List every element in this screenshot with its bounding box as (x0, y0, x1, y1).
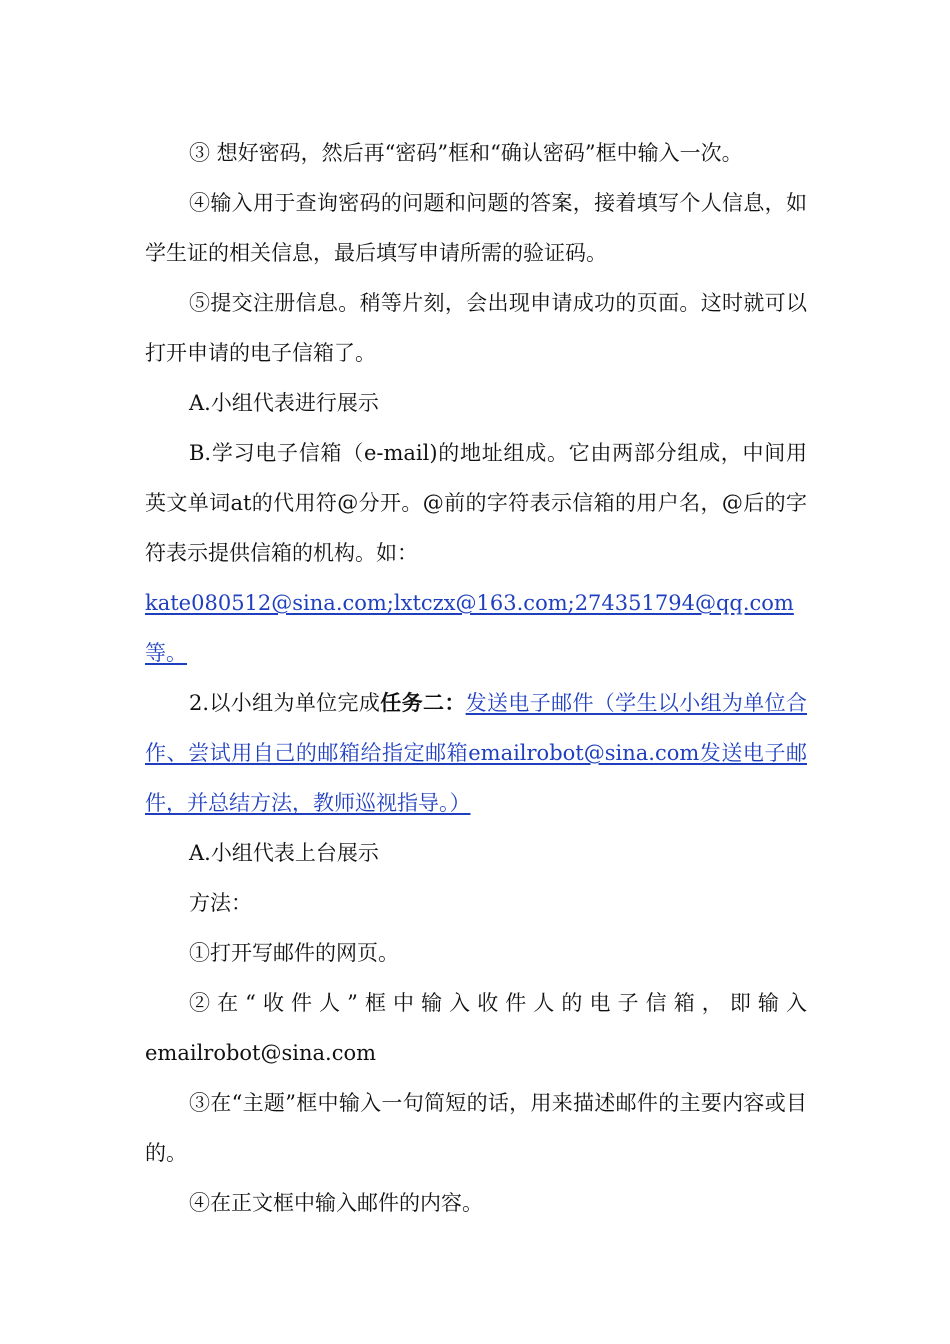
method-step-1: ①打开写邮件的网页。 (189, 941, 399, 965)
method-step-2-line-2: emailrobot@sina.com (145, 1041, 377, 1065)
group-stage-paragraph: A.小组代表上台展示 (189, 841, 379, 865)
email-examples-link[interactable]: kate080512@sina.com;lxtczx@163.com;274351794@qq.com等。 (145, 591, 794, 665)
method-step-4: ④在正文框中输入邮件的内容。 (189, 1191, 483, 1215)
method-step-2-line-1: ②在“收件人”框中输入收件人的电子信箱，即输入 (189, 991, 807, 1015)
email-examples-paragraph (145, 578, 807, 678)
task-two-link[interactable]: 发送电子邮件（学生以小组为单位合作、尝试用自己的邮箱给指定邮箱emailrobot@sina.com发送电子邮件，并总结方法，教师巡视指导。） (145, 691, 808, 815)
document-body (145, 128, 807, 1228)
step-3-paragraph: ③ 想好密码，然后再“密码”框和“确认密码”框中输入一次。 (189, 141, 743, 165)
task-two-prefix: 2.以小组为单位完成 (189, 691, 381, 715)
method-step-3: ③在“主题”框中输入一句简短的话，用来描述邮件的主要内容或目的。 (145, 1091, 807, 1165)
email-address-paragraph: B.学习电子信箱（e-mail)的地址组成。它由两部分组成，中间用英文单词at的代用符@分开。@前的字符表示信箱的用户名，@后的字符表示提供信箱的机构。如： (145, 441, 807, 565)
step-5-paragraph: ⑤提交注册信息。稍等片刻，会出现申请成功的页面。这时就可以打开申请的电子信箱了。 (145, 291, 807, 365)
task-two-paragraph (145, 678, 807, 828)
method-heading: 方法： (189, 891, 252, 915)
task-two-label: 任务二： (380, 690, 466, 715)
step-4-paragraph: ④输入用于查询密码的问题和问题的答案，接着填写个人信息，如学生证的相关信息，最后填写申请所需的验证码。 (145, 191, 807, 265)
group-display-paragraph: A.小组代表进行展示 (189, 391, 379, 415)
